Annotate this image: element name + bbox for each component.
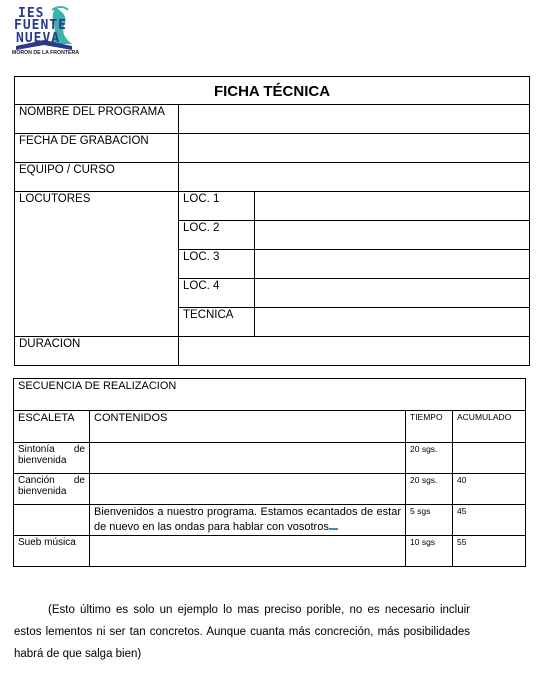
field-label-duracion: DURACION xyxy=(15,337,179,366)
row-acumulado[interactable]: 45 xyxy=(453,505,526,536)
field-label-locutores: LOCUTORES xyxy=(15,192,179,337)
row-escaleta[interactable]: Canción de bienvenida xyxy=(14,474,90,505)
row-escaleta[interactable] xyxy=(14,505,90,536)
locutor-label-1: LOC. 1 xyxy=(179,192,255,221)
row-contenidos[interactable] xyxy=(90,474,406,505)
row-tiempo[interactable]: 20 sgs. xyxy=(406,443,453,474)
row-tiempo[interactable]: 5 sgs xyxy=(406,505,453,536)
footnote-paragraph xyxy=(14,599,470,665)
locutor-label-2: LOC. 2 xyxy=(179,221,255,250)
header-acumulado: ACUMULADO xyxy=(453,411,526,443)
field-label-equipo: EQUIPO / CURSO xyxy=(15,163,179,192)
row-acumulado[interactable]: 55 xyxy=(453,536,526,567)
locutor-value-tecnica[interactable] xyxy=(255,308,530,337)
row-escaleta[interactable]: Sueb música xyxy=(14,536,90,567)
table-row xyxy=(14,505,526,536)
field-value-fecha[interactable] xyxy=(179,134,530,163)
secuencia-title: SECUENCIA DE REALIZACION xyxy=(14,379,526,411)
school-logo xyxy=(12,4,78,60)
locutor-value-4[interactable] xyxy=(255,279,530,308)
logo-line-4: MORON DE LA FRONTERA xyxy=(12,50,79,56)
secuencia-table xyxy=(13,378,526,567)
locutor-label-3: LOC. 3 xyxy=(179,250,255,279)
header-contenidos: CONTENIDOS xyxy=(90,411,406,443)
ficha-title: FICHA TÉCNICA xyxy=(15,77,530,105)
header-tiempo: TIEMPO xyxy=(406,411,453,443)
locutor-value-1[interactable] xyxy=(255,192,530,221)
field-value-equipo[interactable] xyxy=(179,163,530,192)
locutor-value-2[interactable] xyxy=(255,221,530,250)
locutor-value-3[interactable] xyxy=(255,250,530,279)
logo-line-1: IES xyxy=(18,6,45,21)
row-contenidos[interactable] xyxy=(90,505,406,536)
ficha-tecnica-table xyxy=(14,76,530,366)
field-label-fecha: FECHA DE GRABACION xyxy=(15,134,179,163)
row-acumulado[interactable]: 40 xyxy=(453,474,526,505)
field-label-nombre: NOMBRE DEL PROGRAMA xyxy=(15,105,179,134)
footnote-text: (Esto último es solo un ejemplo lo mas preciso porible, no es necesario incluir estos lementos ni ser tan concretos. Aunque cuanta más concreción, más posibilidades habrá de que salga bien) xyxy=(14,604,470,660)
locutor-label-4: LOC. 4 xyxy=(179,279,255,308)
logo-line-3: NUEVA xyxy=(16,31,61,46)
locutor-label-tecnica: TECNICA xyxy=(179,308,255,337)
logo-line-2: FUENTE xyxy=(14,18,67,33)
row-acumulado[interactable] xyxy=(453,443,526,474)
row-contenidos[interactable] xyxy=(90,443,406,474)
row-escaleta[interactable]: Sintonía de bienvenida xyxy=(14,443,90,474)
row-contenidos-text: Bienvenidos a nuestro programa. Estamos ecantados de estar de nuevo en las ondas para hablar con vosotros xyxy=(94,506,401,533)
cursor-mark xyxy=(329,519,338,530)
field-value-nombre[interactable] xyxy=(179,105,530,134)
row-contenidos[interactable] xyxy=(90,536,406,567)
table-row xyxy=(14,474,526,505)
header-escaleta: ESCALETA xyxy=(14,411,90,443)
field-value-duracion[interactable] xyxy=(179,337,530,366)
table-row xyxy=(14,443,526,474)
row-tiempo[interactable]: 20 sgs. xyxy=(406,474,453,505)
row-tiempo[interactable]: 10 sgs xyxy=(406,536,453,567)
table-row xyxy=(14,536,526,567)
